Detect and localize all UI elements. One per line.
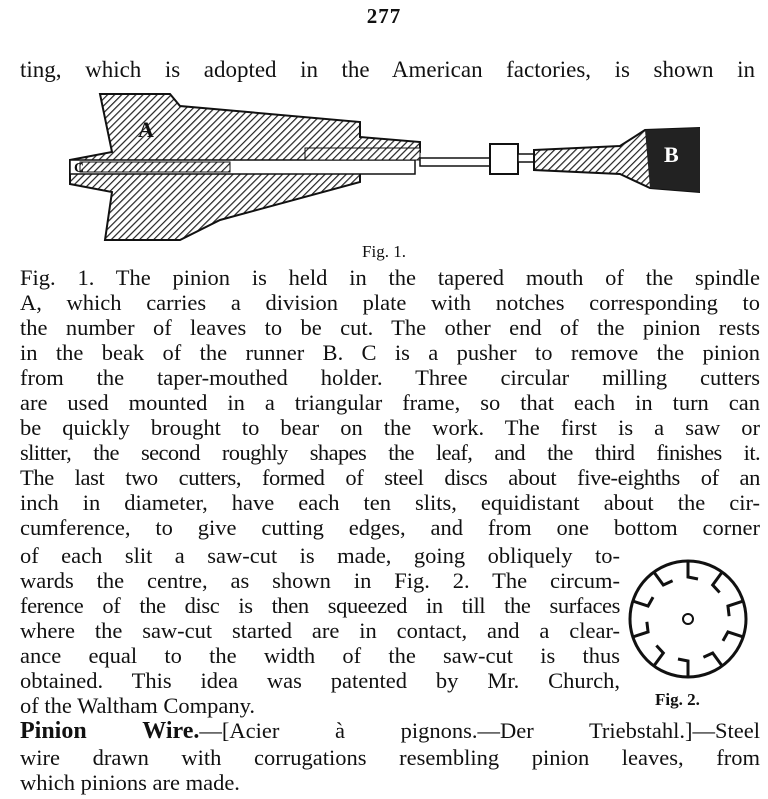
body-line: ance equal to the width of the saw-cut is thus [20,643,620,668]
body-line: from the taper-mouthed holder. Three circular milling cutters [20,365,760,390]
body-line: be quickly brought to bear on the work. The first is a saw or [20,415,760,440]
body-line: of each slit a saw-cut is made, going obliquely to- [20,543,620,568]
body-line: A, which carries a division plate with notches corresponding to [20,290,760,315]
body-line: of the Waltham Company. [20,693,256,718]
intro-line: ting, which is adopted in the American factories, is shown in [20,57,755,82]
figure-2-cutter-disc [626,557,750,681]
entry-line-3: which pinions are made. [20,770,240,795]
body-line: wards the centre, as shown in Fig. 2. The circum- [20,568,620,593]
figure-2-caption: Fig. 2. [655,690,700,709]
body-line: Fig. 1. The pinion is held in the tapered mouth of the spindle [20,265,760,290]
body-line: The last two cutters, formed of steel discs about five-eighths of an [20,465,760,490]
body-line: cumference, to give cutting edges, and from one bottom corner [20,515,760,540]
figure-1-label-a: A [138,117,154,142]
body-line: where the saw-cut started are in contact, and a clear- [20,618,620,643]
body-line: are used mounted in a triangular frame, so that each in turn can [20,390,760,415]
entry-heading: Pinion Wire. [20,718,200,744]
body-line: in the beak of the runner B. C is a pusher to remove the pinion [20,340,760,365]
figure-1-label-b: B [664,142,679,167]
body-line: slitter, the second roughly shapes the leaf, and the third finishes it. [20,440,760,465]
figure-1-illustration [60,92,700,242]
figure-1-label-c: C [74,161,85,176]
figure-1-caption: Fig. 1. [362,242,406,261]
entry-line-1-text: —[Acier à pignons.—Der Triebstahl.]—Steel [199,718,760,743]
body-line: the number of leaves to be cut. The other end of the pinion rests [20,315,760,340]
body-line: obtained. This idea was patented by Mr. Church, [20,668,620,693]
page-number: 277 [366,4,402,28]
entry-line-2: wire drawn with corrugations resembling pinion leaves, from [20,745,760,770]
body-line: inch in diameter, have each ten slits, equidistant about the cir- [20,490,760,515]
entry-line-1 [20,718,760,744]
body-line: ference of the disc is then squeezed in till the surfaces [20,593,620,618]
